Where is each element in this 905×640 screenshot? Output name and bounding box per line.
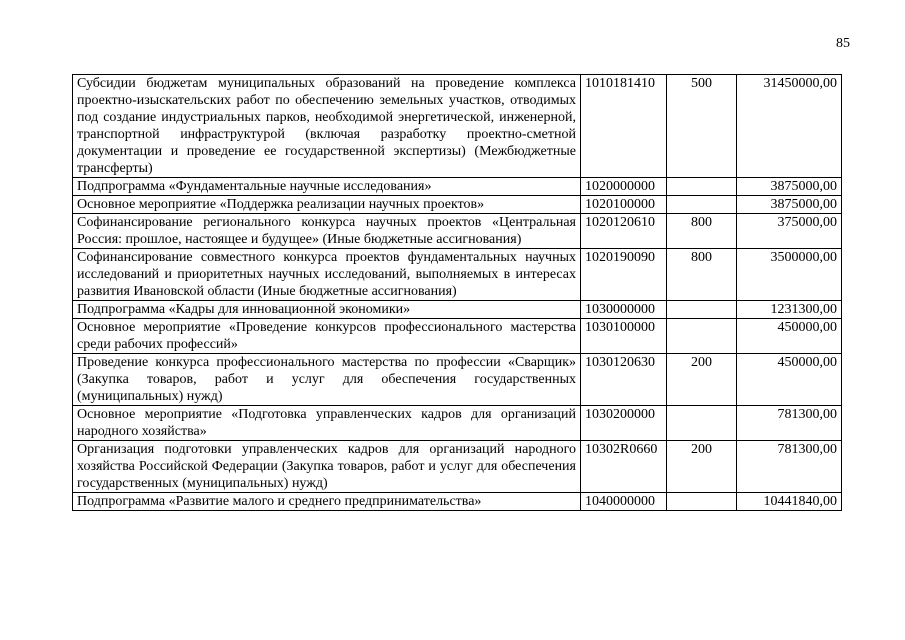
row-expense-type (667, 196, 737, 214)
row-expense-type: 800 (667, 249, 737, 301)
page-number: 85 (836, 36, 850, 51)
row-expense-type: 200 (667, 354, 737, 406)
row-code: 1010181410 (581, 75, 667, 178)
row-expense-type (667, 301, 737, 319)
row-description: Подпрограмма «Фундаментальные научные исследования» (73, 178, 581, 196)
table-row (73, 441, 842, 493)
row-amount: 375000,00 (737, 214, 842, 249)
row-description: Софинансирование регионального конкурса научных проектов «Центральная Россия: прошлое, настоящее и будущее» (Иные бюджетные ассигнования) (73, 214, 581, 249)
table-row (73, 75, 842, 178)
row-description: Субсидии бюджетам муниципальных образований на проведение комплекса проектно-изыскательских работ по обеспечению земельных участков, отводимых под создание индустриальных парков, необходимой энергетической, инженерной, транспортной инфраструктурой (включая разработку проектно-сметной документации и проведение ее государственной экспертизы) (Межбюджетные трансферты) (73, 75, 581, 178)
row-amount: 781300,00 (737, 441, 842, 493)
row-description: Софинансирование совместного конкурса проектов фундаментальных научных исследований и приоритетных научных исследований, выполняемых в интересах развития Ивановской области (Иные бюджетные ассигнования) (73, 249, 581, 301)
row-code: 1030000000 (581, 301, 667, 319)
row-description: Основное мероприятие «Подготовка управленческих кадров для организаций народного хозяйства» (73, 406, 581, 441)
table-row (73, 249, 842, 301)
row-code: 10302R0660 (581, 441, 667, 493)
row-code: 1020120610 (581, 214, 667, 249)
row-expense-type: 200 (667, 441, 737, 493)
row-description: Подпрограмма «Развитие малого и среднего предпринимательства» (73, 493, 581, 511)
row-code: 1030100000 (581, 319, 667, 354)
row-amount: 450000,00 (737, 319, 842, 354)
row-amount: 1231300,00 (737, 301, 842, 319)
row-description: Основное мероприятие «Поддержка реализации научных проектов» (73, 196, 581, 214)
row-description: Организация подготовки управленческих кадров для организаций народного хозяйства Российской Федерации (Закупка товаров, работ и услуг для обеспечения государственных (муниципальных) нужд) (73, 441, 581, 493)
table-row (73, 319, 842, 354)
row-amount: 31450000,00 (737, 75, 842, 178)
row-code: 1020100000 (581, 196, 667, 214)
row-amount: 3875000,00 (737, 178, 842, 196)
table-row (73, 493, 842, 511)
row-code: 1030120630 (581, 354, 667, 406)
row-code: 1030200000 (581, 406, 667, 441)
table-row (73, 301, 842, 319)
row-expense-type (667, 406, 737, 441)
row-amount: 3500000,00 (737, 249, 842, 301)
table-row (73, 178, 842, 196)
table-row (73, 354, 842, 406)
table-row (73, 214, 842, 249)
table-row (73, 406, 842, 441)
row-description: Подпрограмма «Кадры для инновационной экономики» (73, 301, 581, 319)
row-description: Основное мероприятие «Проведение конкурсов профессионального мастерства среди рабочих профессий» (73, 319, 581, 354)
row-code: 1020190090 (581, 249, 667, 301)
table-row (73, 196, 842, 214)
row-description: Проведение конкурса профессионального мастерства по профессии «Сварщик» (Закупка товаров, работ и услуг для обеспечения государственных (муниципальных) нужд) (73, 354, 581, 406)
budget-table (72, 74, 842, 511)
row-expense-type (667, 319, 737, 354)
row-code: 1020000000 (581, 178, 667, 196)
row-amount: 450000,00 (737, 354, 842, 406)
row-expense-type: 800 (667, 214, 737, 249)
row-amount: 781300,00 (737, 406, 842, 441)
row-code: 1040000000 (581, 493, 667, 511)
row-expense-type (667, 493, 737, 511)
row-amount: 10441840,00 (737, 493, 842, 511)
row-amount: 3875000,00 (737, 196, 842, 214)
row-expense-type: 500 (667, 75, 737, 178)
row-expense-type (667, 178, 737, 196)
